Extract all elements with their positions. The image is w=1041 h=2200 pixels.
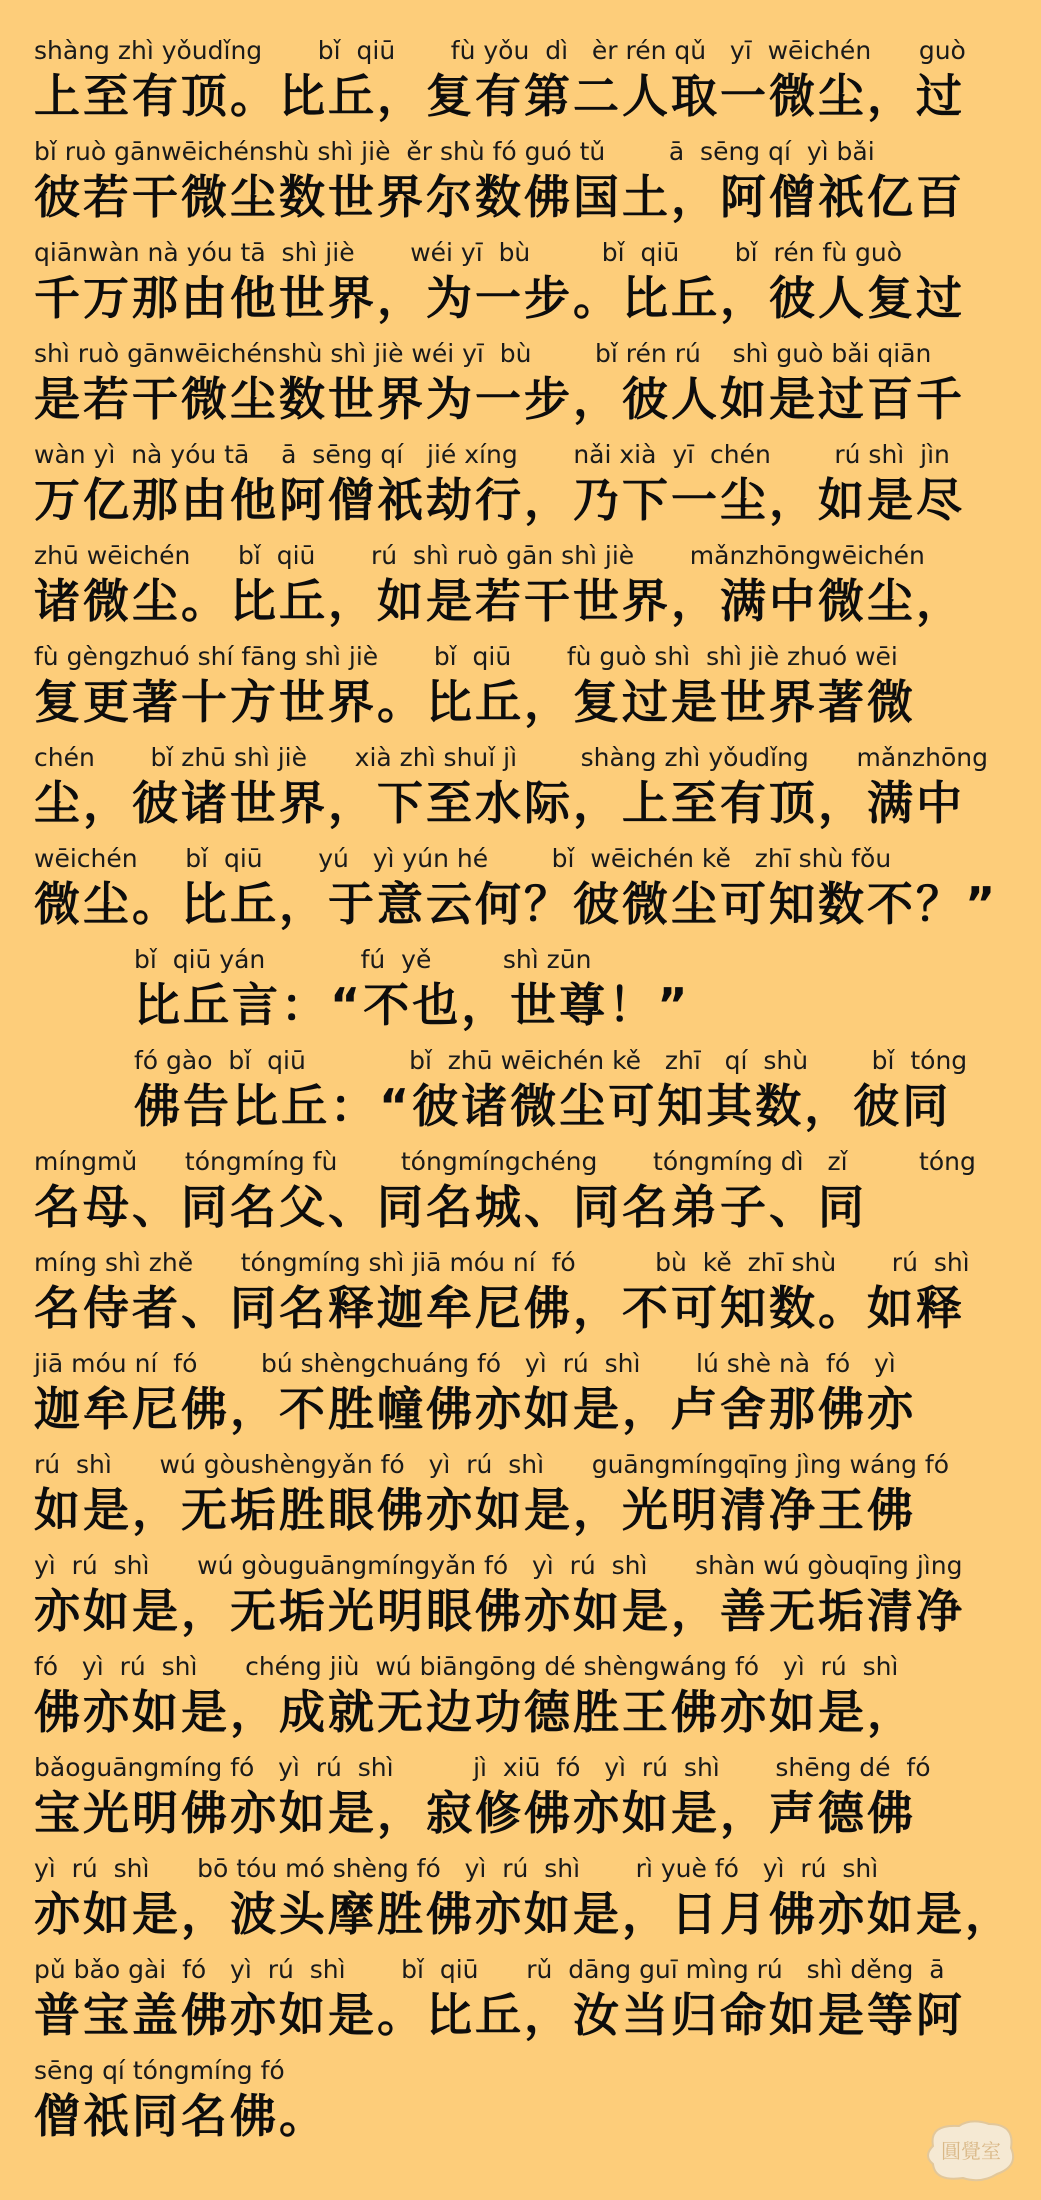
text-line — [0, 1248, 1041, 1349]
chinese-text: 万亿那由他阿僧祇劫行，乃下一尘，如是尽 — [34, 473, 965, 527]
pinyin-annotation: yì rú shì wú gòuguāngmíngyǎn fó yì rú shì shàn wú gòuqīng jìng — [34, 1551, 963, 1580]
text-line — [0, 1046, 1041, 1147]
text-line — [0, 844, 1041, 945]
chinese-text: 宝光明佛亦如是，寂修佛亦如是，声德佛 — [34, 1786, 916, 1840]
chinese-text: 僧祇同名佛。 — [34, 2089, 328, 2143]
pinyin-annotation: rú shì wú gòushèngyǎn fó yì rú shì guāngmíngqīng jìng wáng fó — [34, 1450, 950, 1479]
pinyin-annotation: bǐ ruò gānwēichénshù shì jiè ěr shù fó guó tǔ ā sēng qí yì bǎi — [34, 137, 875, 166]
text-line — [0, 1349, 1041, 1450]
text-line — [0, 1450, 1041, 1551]
pinyin-annotation: wēichén bǐ qiū yú yì yún hé bǐ wēichén kě zhī shù fǒu — [34, 844, 892, 873]
text-line — [0, 743, 1041, 844]
text-line — [0, 642, 1041, 743]
chinese-text: 名侍者、同名释迦牟尼佛，不可知数。如释 — [34, 1281, 965, 1335]
chinese-text: 名母、同名父、同名城、同名弟子、同 — [34, 1180, 867, 1234]
text-line — [0, 1854, 1041, 1955]
chinese-text: 迦牟尼佛，不胜幢佛亦如是，卢舍那佛亦 — [34, 1382, 916, 1436]
pinyin-annotation: shàng zhì yǒudǐng bǐ qiū fù yǒu dì èr rén qǔ yī wēichén guò — [34, 36, 966, 65]
text-line — [0, 1652, 1041, 1753]
pinyin-annotation: zhū wēichén bǐ qiū rú shì ruò gān shì jiè mǎnzhōngwēichén — [34, 541, 925, 570]
text-line — [0, 945, 1041, 1046]
text-line — [0, 440, 1041, 541]
text-line — [0, 339, 1041, 440]
pinyin-annotation: jiā móu ní fó bú shèngchuáng fó yì rú shì lú shè nà fó yì — [34, 1349, 896, 1378]
chinese-text: 尘，彼诸世界，下至水际，上至有顶，满中 — [34, 776, 965, 830]
chinese-text: 微尘。比丘，于意云何？彼微尘可知数不？” — [34, 877, 999, 931]
text-line — [0, 1147, 1041, 1248]
svg-text:圓覺室: 圓覺室 — [941, 2139, 1001, 2163]
pinyin-annotation: pǔ bǎo gài fó yì rú shì bǐ qiū rǔ dāng guī mìng rú shì děng ā — [34, 1955, 945, 1984]
text-line — [0, 541, 1041, 642]
pinyin-annotation: míng shì zhě tóngmíng shì jiā móu ní fó bù kě zhī shù rú shì — [34, 1248, 970, 1277]
text-line — [0, 137, 1041, 238]
pinyin-annotation: fù gèngzhuó shí fāng shì jiè bǐ qiū fù guò shì shì jiè zhuó wēi — [34, 642, 898, 671]
chinese-text: 普宝盖佛亦如是。比丘，汝当归命如是等阿 — [34, 1988, 965, 2042]
seal-logo — [919, 2116, 1023, 2186]
chinese-text: 如是，无垢胜眼佛亦如是，光明清净王佛 — [34, 1483, 916, 1537]
pinyin-annotation: sēng qí tóngmíng fó — [34, 2056, 285, 2085]
chinese-text: 佛亦如是，成就无边功德胜王佛亦如是， — [34, 1685, 916, 1739]
pinyin-annotation: shì ruò gānwēichénshù shì jiè wéi yī bù bǐ rén rú shì guò bǎi qiān — [34, 339, 932, 368]
chinese-text: 彼若干微尘数世界尔数佛国土，阿僧祇亿百 — [34, 170, 965, 224]
chinese-text: 比丘言：“不也，世尊！” — [134, 978, 691, 1032]
pinyin-annotation: bǐ qiū yán fú yě shì zūn — [134, 945, 592, 974]
pinyin-annotation: bǎoguāngmíng fó yì rú shì jì xiū fó yì rú shì shēng dé fó — [34, 1753, 931, 1782]
chinese-text: 千万那由他世界，为一步。比丘，彼人复过 — [34, 271, 965, 325]
text-line — [0, 36, 1041, 137]
pinyin-annotation: qiānwàn nà yóu tā shì jiè wéi yī bù bǐ qiū bǐ rén fù guò — [34, 238, 903, 267]
pinyin-annotation: yì rú shì bō tóu mó shèng fó yì rú shì rì yuè fó yì rú shì — [34, 1854, 879, 1883]
text-line — [0, 1551, 1041, 1652]
chinese-text: 亦如是，无垢光明眼佛亦如是，善无垢清净 — [34, 1584, 965, 1638]
pinyin-annotation: fó yì rú shì chéng jiù wú biāngōng dé shèngwáng fó yì rú shì — [34, 1652, 899, 1681]
text-line — [0, 1753, 1041, 1854]
text-line — [0, 2056, 1041, 2157]
chinese-text: 复更著十方世界。比丘，复过是世界著微 — [34, 675, 916, 729]
pinyin-annotation: míngmǔ tóngmíng fù tóngmíngchéng tóngmíng dì zǐ tóng — [34, 1147, 976, 1176]
chinese-text: 亦如是，波头摩胜佛亦如是，日月佛亦如是， — [34, 1887, 1014, 1941]
text-line — [0, 238, 1041, 339]
chinese-text: 诸微尘。比丘，如是若干世界，满中微尘， — [34, 574, 965, 628]
pinyin-annotation: fó gào bǐ qiū bǐ zhū wēichén kě zhī qí shù bǐ tóng — [134, 1046, 968, 1075]
text-line — [0, 1955, 1041, 2056]
chinese-text: 上至有顶。比丘，复有第二人取一微尘，过 — [34, 69, 965, 123]
chinese-text: 佛告比丘：“彼诸微尘可知其数，彼同 — [134, 1079, 952, 1133]
pinyin-annotation: wàn yì nà yóu tā ā sēng qí jié xíng nǎi xià yī chén rú shì jìn — [34, 440, 950, 469]
pinyin-annotation: chén bǐ zhū shì jiè xià zhì shuǐ jì shàng zhì yǒudǐng mǎnzhōng — [34, 743, 988, 772]
chinese-text: 是若干微尘数世界为一步，彼人如是过百千 — [34, 372, 965, 426]
